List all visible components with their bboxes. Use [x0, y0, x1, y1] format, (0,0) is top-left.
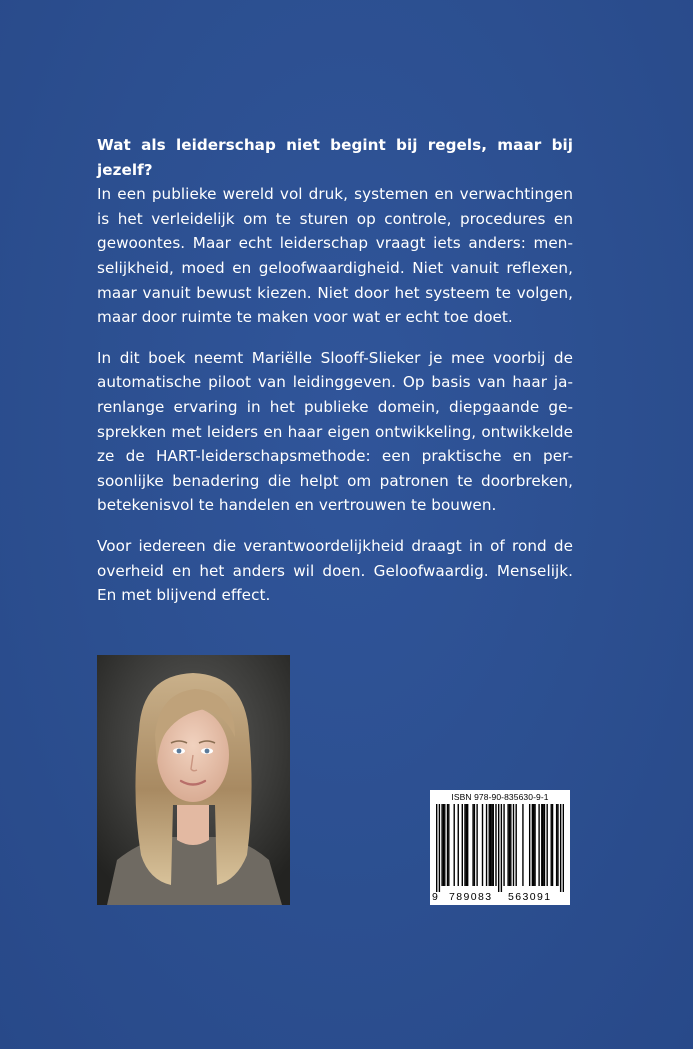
isbn-label: ISBN 978-90-835630-9-1: [451, 792, 549, 802]
barcode-bars: [436, 804, 564, 892]
barcode-bar: [443, 804, 444, 886]
text-line: En met blijvend effect.: [97, 586, 271, 605]
barcode-bar: [493, 804, 494, 886]
barcode-bar: [541, 804, 542, 886]
barcode-bar: [491, 804, 492, 886]
text-line: is het verleidelijk om te sturen op controle, procedures en: [97, 209, 573, 228]
barcode-bar: [454, 804, 455, 886]
barcode-bar: [476, 804, 477, 886]
barcode-bar: [439, 804, 440, 892]
barcode-bar: [534, 804, 535, 886]
barcode-digits-right: 563091: [508, 891, 552, 903]
isbn-barcode: [430, 790, 570, 905]
barcode-bar: [510, 804, 511, 886]
blurb-text: [97, 133, 573, 608]
paragraph-2: [97, 346, 573, 518]
barcode-bar: [482, 804, 483, 886]
barcode-bar: [556, 804, 557, 886]
barcode-digits-left: 789083: [449, 891, 493, 903]
barcode-bar: [546, 804, 547, 886]
barcode-bar: [447, 804, 448, 886]
barcode-bar: [464, 804, 465, 886]
text-line: automatische piloot van leidinggeven. Op basis van haar ja-: [97, 373, 573, 392]
text-line: ze de HART-leiderschapsmethode: een praktische en per-: [97, 447, 573, 466]
text-line: gewoontes. Maar echt leiderschap vraagt iets anders: men-: [97, 234, 573, 253]
text-line: renlange ervaring in het publieke domein, diepgaande ge-: [97, 397, 573, 416]
barcode-bar: [448, 804, 449, 886]
barcode-bar: [474, 804, 475, 886]
barcode-bar: [489, 804, 490, 886]
barcode-bar: [498, 804, 499, 892]
text-line: overheid en het anders wil doen. Geloofwaardig. Menselijk.: [97, 561, 573, 580]
barcode-bar: [532, 804, 533, 886]
barcode-bar: [538, 804, 539, 886]
text-line: sprekken met leiders en haar eigen ontwikkeling, ontwikkelde: [97, 422, 573, 441]
text-line: In een publieke wereld vol druk, systemen en verwachtingen: [97, 185, 573, 204]
text-line: Voor iedereen die verantwoordelijkheid draagt in of rond de: [97, 536, 573, 555]
barcode-bar: [533, 804, 534, 886]
barcode-bar: [509, 804, 510, 886]
barcode-digit-first: 9: [432, 891, 438, 903]
barcode-bar: [495, 804, 496, 886]
barcode-bar: [503, 804, 504, 886]
barcode-bar: [462, 804, 463, 886]
text-line: selijkheid, moed en geloofwaardigheid. Niet vanuit reflexen,: [97, 258, 573, 277]
barcode-bar: [436, 804, 437, 892]
barcode-bar: [472, 804, 473, 886]
paragraph-3: [97, 534, 573, 608]
barcode-bar: [552, 804, 553, 886]
barcode-bar: [441, 804, 442, 886]
barcode-bar: [507, 804, 508, 886]
barcode-bar: [551, 804, 552, 886]
barcode-bar: [490, 804, 491, 886]
author-photo: [97, 655, 290, 905]
barcode-bar: [560, 804, 561, 892]
barcode-bar: [501, 804, 502, 892]
barcode-bar: [467, 804, 468, 886]
barcode-bar: [466, 804, 467, 886]
barcode-bar: [444, 804, 445, 886]
barcode-bar: [513, 804, 514, 886]
text-line: maar vanuit bewust kiezen. Niet door het systeem te volgen,: [97, 283, 573, 302]
barcode-bar: [458, 804, 459, 886]
barcode-bar: [563, 804, 564, 892]
barcode-bar: [544, 804, 545, 886]
headline: Wat als leiderschap niet begint bij regels, maar bij jezelf?: [97, 136, 573, 179]
barcode-bar: [486, 804, 487, 886]
paragraph-1: [97, 133, 573, 330]
barcode-bar: [522, 804, 523, 886]
text-line: betekenisvol te handelen en vertrouwen te bouwen.: [97, 496, 497, 515]
barcode-bar: [515, 804, 516, 886]
barcode-bar: [557, 804, 558, 886]
barcode-bar: [542, 804, 543, 886]
text-line: soonlijke benadering die helpt om patronen te doorbreken,: [97, 471, 573, 490]
text-line: In dit boek neemt Mariëlle Slooff-Slieker je mee voorbij de: [97, 348, 573, 367]
barcode-bar: [529, 804, 530, 886]
author-portrait-illustration: [97, 655, 290, 905]
text-line: maar door ruimte te maken voor wat er echt toe doet.: [97, 308, 513, 327]
